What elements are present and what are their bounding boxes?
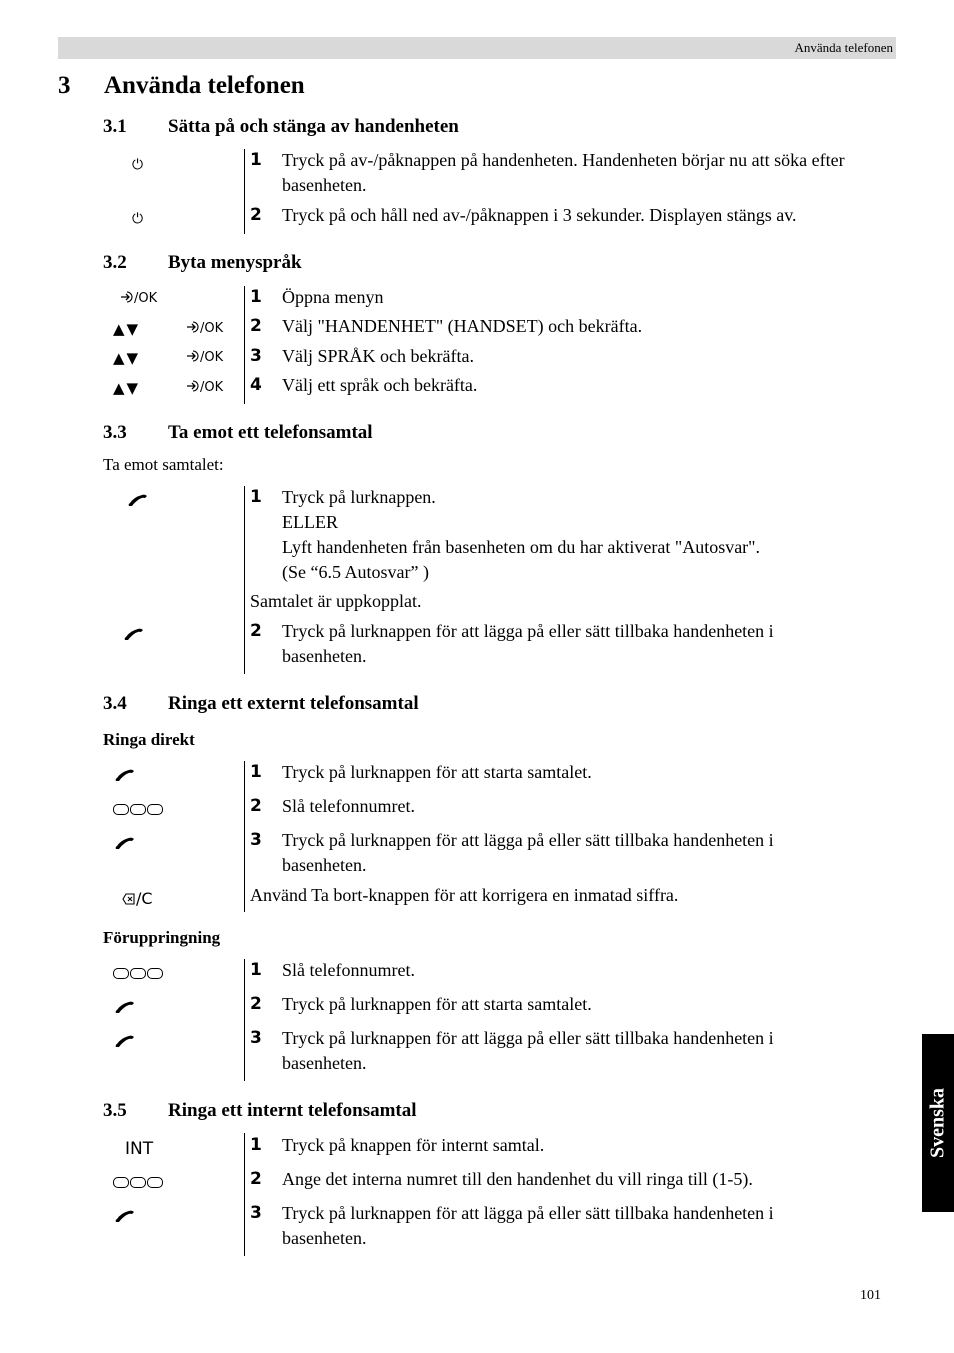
running-header-title: Använda telefonen <box>794 40 893 55</box>
step-number: 1 <box>250 960 262 980</box>
subsection-title: Föruppringning <box>103 928 221 947</box>
step-text: Slå telefonnumret. <box>282 960 415 980</box>
step-item <box>250 992 850 1017</box>
clear-delete-icon <box>122 889 153 908</box>
section-title: Ringa ett internt telefonsamtal <box>168 1100 417 1121</box>
chapter-number: 3 <box>58 72 71 99</box>
key-shape <box>130 968 146 979</box>
step-text: Lyft handenheten från basenheten om du har aktiverat "Autosvar". <box>282 537 761 557</box>
key-shape <box>130 1177 146 1188</box>
step-text: Välj "HANDENHET" (HANDSET) och bekräfta. <box>282 316 643 336</box>
step-text: Ange det interna numret till den handenhet du vill ringa till (1-5). <box>282 1169 753 1189</box>
section-number: 3.3 <box>103 422 127 443</box>
ok-label: /OK <box>134 291 158 306</box>
step-item <box>250 1201 850 1251</box>
step-item <box>250 1026 850 1076</box>
up-down-arrows-icon: ▲▼ <box>113 320 141 338</box>
step-item <box>250 1167 850 1192</box>
step-number: 3 <box>250 1203 262 1223</box>
page-number: 101 <box>860 1288 881 1303</box>
section-title: Sätta på och stänga av handenheten <box>168 116 459 137</box>
step-text-or: ELLER <box>282 512 338 532</box>
step-number: 3 <box>250 830 262 850</box>
key-shape <box>113 1177 129 1188</box>
step-number: 2 <box>250 205 262 225</box>
int-key-icon: INT <box>125 1139 154 1159</box>
section-3-1-heading <box>103 116 459 138</box>
step-number: 1 <box>250 1135 262 1155</box>
subsection-title: Ringa direkt <box>103 730 195 749</box>
section-number: 3.2 <box>103 252 127 273</box>
intro-text: Ta emot samtalet: <box>103 455 224 474</box>
step-item <box>250 958 850 983</box>
section-number: 3.4 <box>103 693 127 714</box>
language-tab <box>922 1034 954 1212</box>
phone-handset-icon <box>113 1208 137 1228</box>
note-text: Använd Ta bort-knappen för att korrigera en inmatad siffra. <box>250 885 679 905</box>
step-item <box>250 794 850 819</box>
chapter-title-text: Använda telefonen <box>104 72 305 99</box>
step-number: 1 <box>250 287 262 307</box>
phone-handset-icon <box>126 492 150 512</box>
menu-ok-icon <box>120 291 157 306</box>
section-title: Ringa ett externt telefonsamtal <box>168 693 419 714</box>
step-text: Tryck på och håll ned av-/påknappen i 3 sekunder. Displayen stängs av. <box>282 205 797 225</box>
step-item <box>250 760 850 785</box>
key-shape <box>147 968 163 979</box>
status-text: Samtalet är uppkopplat. <box>250 591 422 611</box>
phone-handset-icon <box>122 626 146 646</box>
step-text: Tryck på lurknappen för att starta samtalet. <box>282 762 592 782</box>
section-3-5-heading <box>103 1100 417 1122</box>
step-item <box>250 203 850 228</box>
up-down-arrows-icon: ▲▼ <box>113 379 141 397</box>
key-shape <box>113 804 129 815</box>
step-text: Välj SPRÅK och bekräfta. <box>282 346 474 366</box>
step-text: Tryck på lurknappen för att lägga på eller sätt tillbaka handenheten i basenheten. <box>282 830 774 875</box>
step-number: 1 <box>250 762 262 782</box>
power-icon: ⏻ <box>132 211 144 227</box>
phone-handset-icon <box>113 767 137 787</box>
section-number: 3.5 <box>103 1100 127 1121</box>
column-divider <box>244 1133 245 1256</box>
step-text: Tryck på lurknappen för att lägga på eller sätt tillbaka handenheten i basenheten. <box>282 1203 774 1248</box>
step-text: Tryck på knappen för internt samtal. <box>282 1135 545 1155</box>
step-text: Tryck på av-/påknappen på handenheten. Handenheten börjar nu att söka efter basenheten. <box>282 150 845 195</box>
phone-handset-icon <box>113 999 137 1019</box>
running-header <box>58 37 896 59</box>
key-shape <box>147 1177 163 1188</box>
section-3-4-heading <box>103 693 419 715</box>
step-text-reference: (Se “6.5 Autosvar” ) <box>282 562 429 582</box>
step-text: Tryck på lurknappen. <box>282 487 436 507</box>
keypad-icon <box>113 804 163 815</box>
phone-handset-icon <box>113 835 137 855</box>
key-shape <box>147 804 163 815</box>
menu-ok-icon <box>186 350 223 365</box>
language-tab-label: Svenska <box>926 1087 949 1159</box>
step-number: 1 <box>250 150 262 170</box>
chapter-title <box>58 72 305 100</box>
ok-label: /OK <box>200 350 224 365</box>
step-item <box>250 828 850 878</box>
step-number: 2 <box>250 994 262 1014</box>
step-item <box>250 285 850 310</box>
step-item <box>250 344 850 369</box>
step-text: Tryck på lurknappen för att starta samtalet. <box>282 994 592 1014</box>
step-number: 3 <box>250 1028 262 1048</box>
column-divider <box>244 959 245 1081</box>
step-number: 3 <box>250 346 262 366</box>
step-number: 4 <box>250 375 262 395</box>
section-title: Ta emot ett telefonsamtal <box>168 422 373 443</box>
column-divider <box>244 486 245 674</box>
keypad-icon <box>113 1177 163 1188</box>
clear-label: /C <box>136 889 153 908</box>
up-down-arrows-icon: ▲▼ <box>113 349 141 367</box>
menu-ok-icon <box>186 380 223 395</box>
step-number: 1 <box>250 487 262 507</box>
step-number: 2 <box>250 1169 262 1189</box>
section-title: Byta menyspråk <box>168 252 302 273</box>
step-number: 2 <box>250 316 262 336</box>
step-number: 2 <box>250 796 262 816</box>
step-text: Slå telefonnumret. <box>282 796 415 816</box>
step-text: Tryck på lurknappen för att lägga på eller sätt tillbaka handenheten i basenheten. <box>282 621 774 666</box>
ok-label: /OK <box>200 380 224 395</box>
step-text: Välj ett språk och bekräfta. <box>282 375 478 395</box>
section-3-2-heading <box>103 252 302 274</box>
power-icon: ⏻ <box>132 157 144 173</box>
step-item <box>250 148 850 198</box>
key-shape <box>130 804 146 815</box>
step-item <box>250 1133 850 1158</box>
step-text: Tryck på lurknappen för att lägga på eller sätt tillbaka handenheten i basenheten. <box>282 1028 774 1073</box>
column-divider <box>244 286 245 404</box>
step-item <box>250 619 850 669</box>
step-number: 2 <box>250 621 262 641</box>
menu-ok-icon <box>186 321 223 336</box>
step-item <box>250 485 850 585</box>
key-shape <box>113 968 129 979</box>
section-number: 3.1 <box>103 116 127 137</box>
ok-label: /OK <box>200 321 224 336</box>
keypad-icon <box>113 968 163 979</box>
phone-handset-icon <box>113 1033 137 1053</box>
section-3-3-heading <box>103 422 373 444</box>
step-text: Öppna menyn <box>282 287 384 307</box>
column-divider <box>244 149 245 234</box>
column-divider <box>244 761 245 912</box>
step-item <box>250 314 850 339</box>
step-item <box>250 373 850 398</box>
